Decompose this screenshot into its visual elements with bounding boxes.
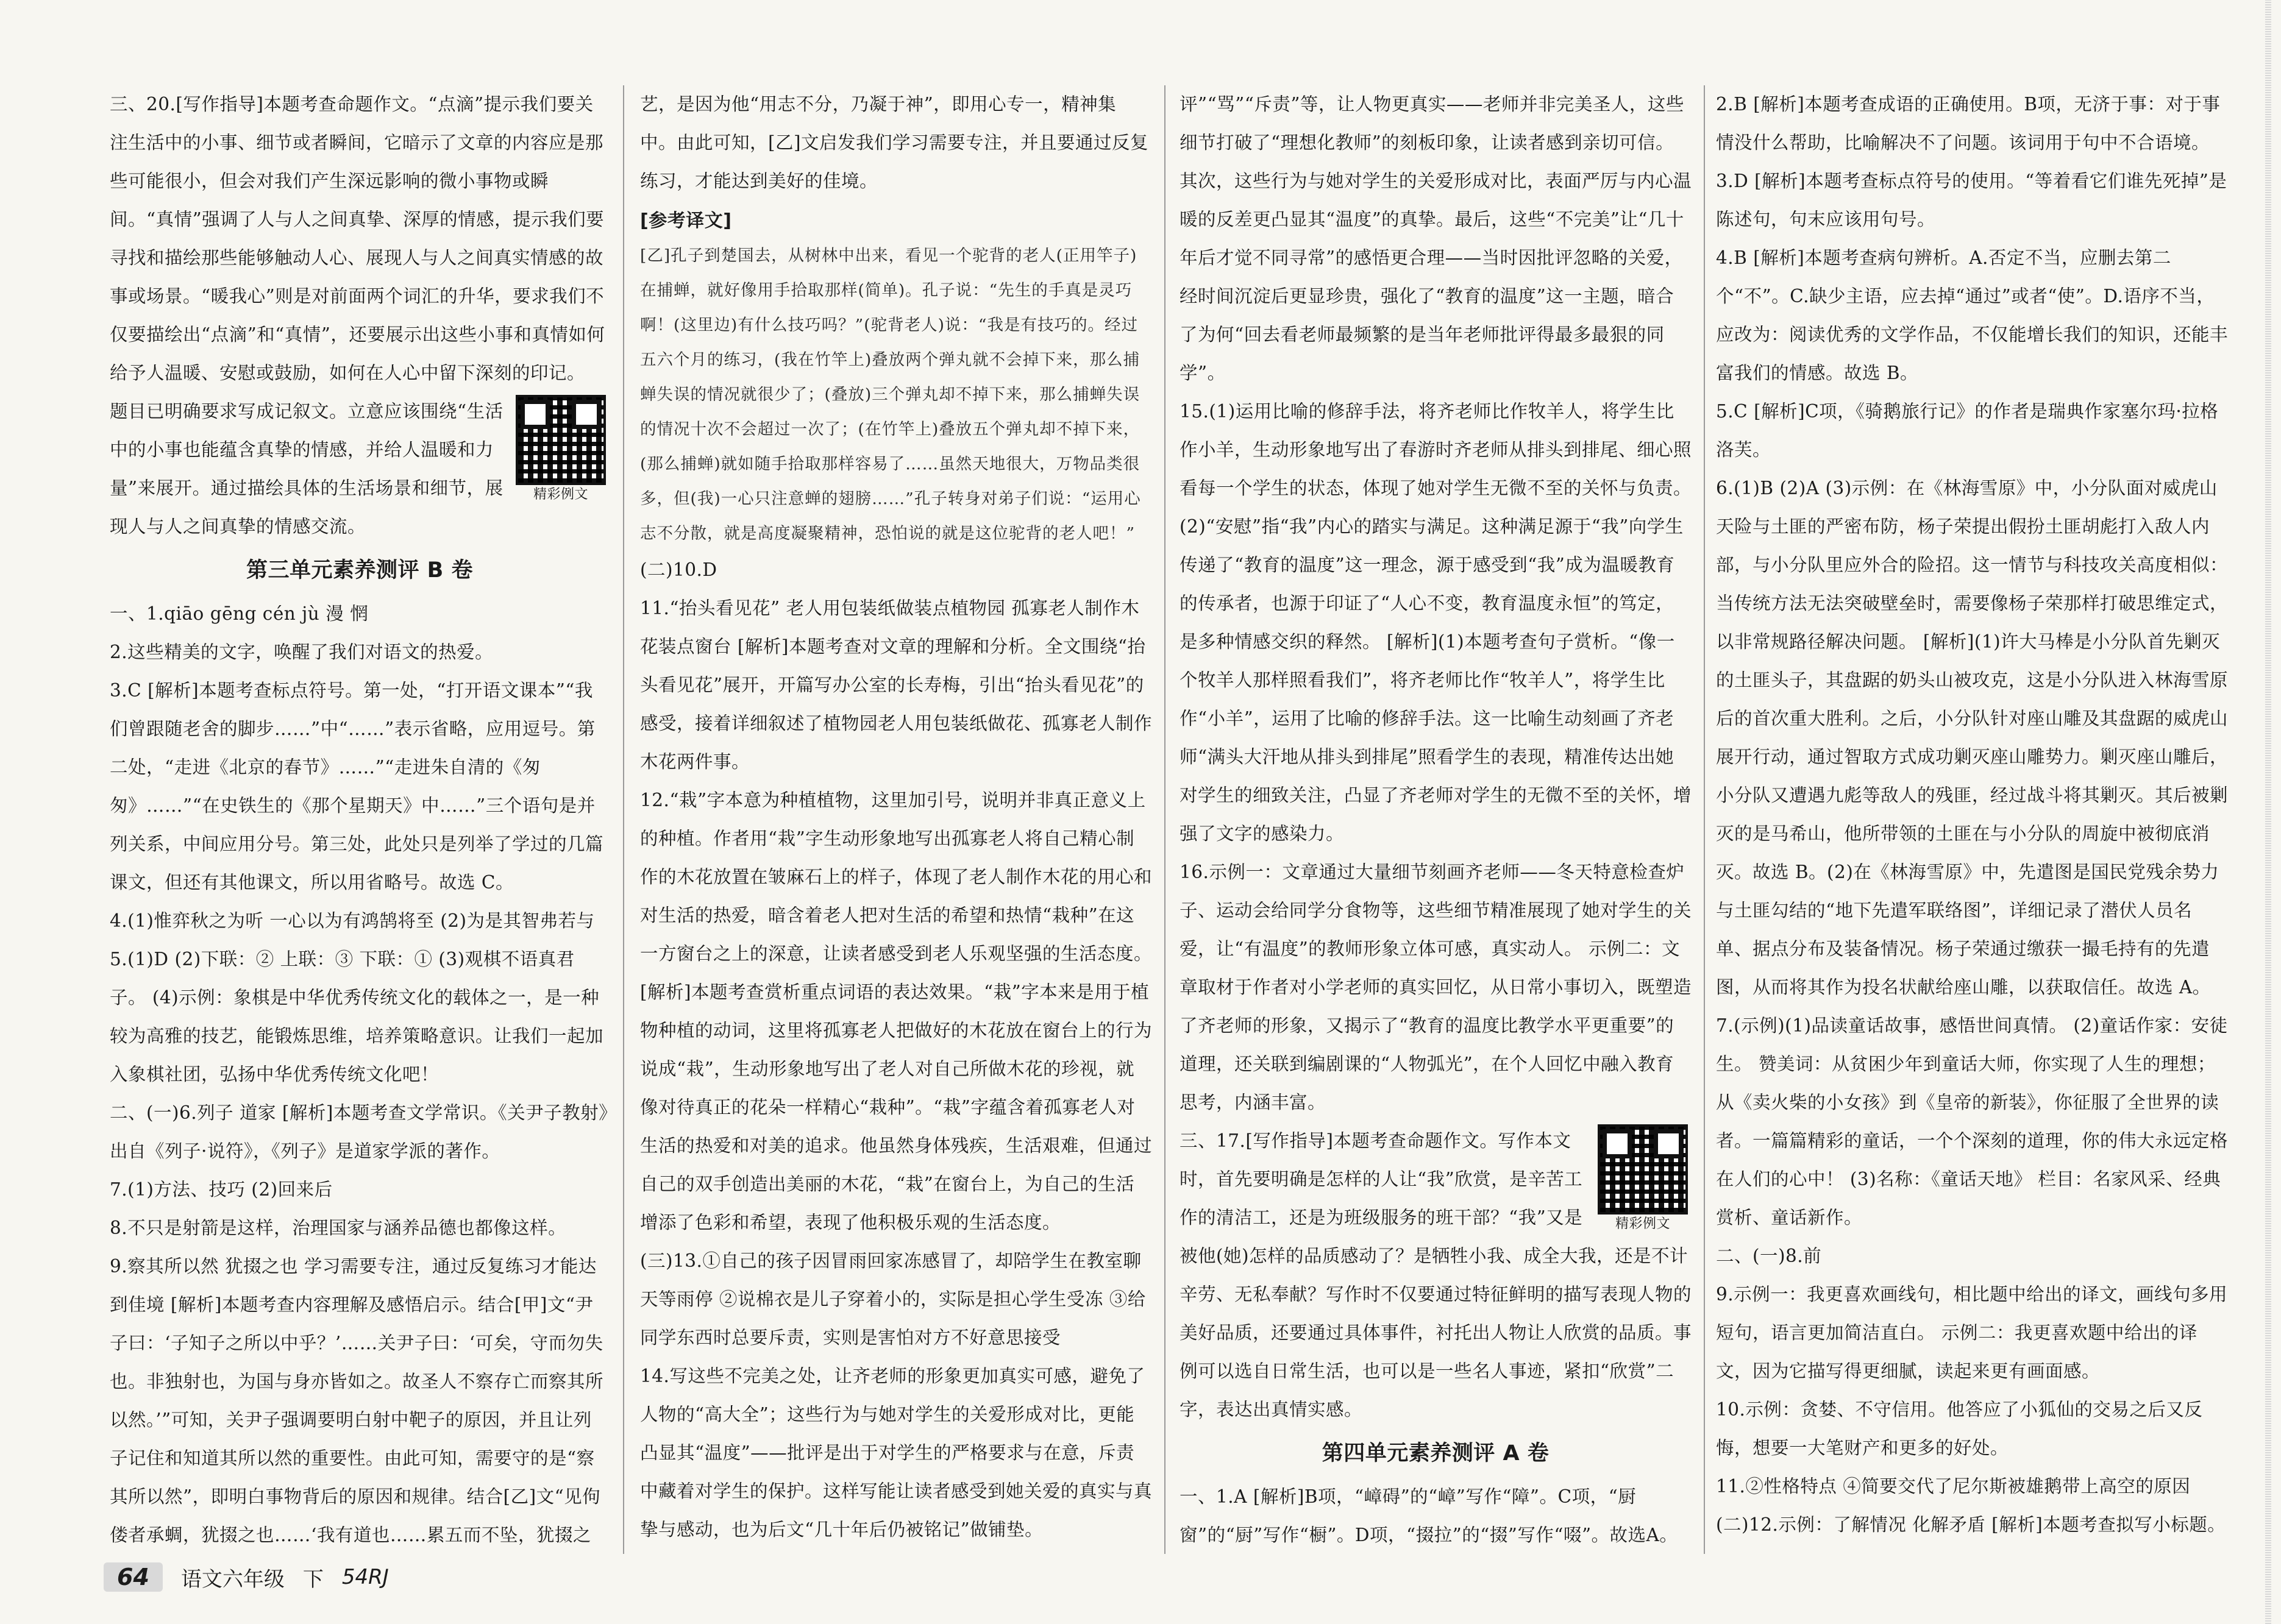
column-divider [623, 85, 624, 1554]
answer-paragraph: 7.(1)方法、技巧 (2)回来后 [110, 1179, 333, 1200]
column-4 [1716, 85, 2228, 1548]
answer-paragraph: 9.察其所以然 犹掇之也 学习需要专注，通过反复练习才能达到佳境 [解析]本题考查内容理解及感悟启示。结合[甲]文“尹子曰：‘子知子之所以中乎？’……关尹子曰：‘可矣，守而勿失也。非独射也，为国与身亦皆如之。故圣人不察存亡而察其所以然。’”可知，关尹子强调要明白射中靶子的原因，并且让列子记住和知道其所以然的重要性。由此可知，需要守的是“察其所以然”，即明白事物背后的原因和规律。结合[乙]文“见佝偻者承蜩，犹掇之也……‘我有道也……累五而不坠，犹掇之 [110, 1256, 604, 1545]
answer-paragraph: 一、1.qiāo gēng cén jù 漫 惘 [110, 603, 369, 624]
column-1 [110, 85, 610, 1548]
answer-paragraph: 艺，是因为他“用志不分，乃凝于神”，即用心专一，精神集中。由此可知，[乙]文启发我们学习需要专注，并且要通过反复练习，才能达到美好的佳境。 [640, 94, 1149, 191]
column-3 [1180, 85, 1692, 1548]
reference-heading: [参考译文] [640, 210, 732, 232]
answer-paragraph: 15.(1)运用比喻的修辞手法，将齐老师比作牧羊人，将学生比作小羊，生动形象地写出了春游时齐老师从排头到排尾、细心照看每一个学生的状态，体现了她对学生无微不至的关怀与负责。 (2)“安慰”指“我”内心的踏实与满足。这种满足源于“我”向学生传递了“教育的温度”这一理念，源于感受到“我”成为温暖教育的传承者，也源于印证了“人心不变，教育温度永恒”的笃定，是多种情感交织的释然。 [解析](1)本题考查句子赏析。“像一个牧羊人那样照看我们”，将齐老师比作“牧羊人”，将学生比作“小羊”，运用了比喻的修辞手法。这一比喻生动刻画了齐老师“满头大汗地从排头到排尾”照看学生的表现，精准传达出她对学生的细致关注，凸显了齐老师对学生的无微不至的关怀，增强了文字的感染力。 [1180, 401, 1692, 844]
answer-paragraph: 9.示例一：我更喜欢画线句，相比题中给出的译文，画线句多用短句，语言更加简洁直白。 示例二：我更喜欢题中给出的译文，因为它描写得更细腻，读起来更有画面感。 [1716, 1284, 2228, 1381]
answer-paragraph: 11.“抬头看见花” 老人用包装纸做装点植物园 孤寡老人制作木花装点窗台 [解析]本题考查对文章的理解和分析。全文围绕“抬头看见花”展开，开篇写办公室的长寿梅，引出“抬头看见花”的感受，接着详细叙述了植物园老人用包装纸做花、孤寡老人制作木花两件事。 [640, 598, 1152, 772]
answer-text: 三、17.[写作指导]本题考查命题作文。写作本文时，首先要明确是怎样的人让“我”欣赏，是辛苦工作的清洁工，还是为班级服务的班干部？“我”又是被他(她)怎样的品质感动了？是牺牲小我、成全大我，还是不计辛劳、无私奉献？写作时不仅要通过特征鲜明的描写表现人物的美好品质，还要通过具体事件，衬托出人物让人欣赏的品质。事例可以选自日常生活，也可以是一些名人事迹，紧扣“欣赏”二字，表达出真情实感。 [1180, 1130, 1692, 1420]
answer-text: 题目已明确要求写成记叙文。立意应该围绕“生活中的小事也能蕴含真挚的情感，并给人温暖和力量”来展开。通过描绘具体的生活场景和细节，展现人与人之间真挚的情感交流。 [110, 401, 504, 537]
answer-paragraph: (二)10.D [640, 559, 717, 580]
answer-paragraph: 12.“栽”字本意为种植植物，这里加引号，说明并非真正意义上的种植。作者用“栽”字生动形象地写出孤寡老人将自己精心制作的木花放置在皱麻石上的样子，体现了老人制作木花的用心和对生活的热爱，暗含着老人把对生活的希望和热情“栽种”在这一方窗台之上的深意，让读者感受到老人乐观坚强的生活态度。 [解析]本题考查赏析重点词语的表达效果。“栽”字本来是用于植物种植的动词，这里将孤寡老人把做好的木花放在窗台上的行为说成“栽”，生动形象地写出了老人对自己所做木花的珍视，就像对待真正的花朵一样精心“栽种”。“栽”字蕴含着孤寡老人对生活的热爱和对美的追求。他虽然身体残疾，生活艰难，但通过自己的双手创造出美丽的木花，“栽”在窗台上，为自己的生活增添了色彩和希望，表现了他积极乐观的生活态度。 [640, 790, 1152, 1233]
answer-paragraph [110, 392, 610, 546]
column-divider [1164, 85, 1165, 1554]
answer-paragraph: 二、(一)6.列子 道家 [解析]本题考查文学常识。《关尹子教射》出自《列子·说符》，《列子》是道家学派的著作。 [110, 1102, 608, 1161]
answer-paragraph: 2.B [解析]本题考查成语的正确使用。B项，无济于事：对于事情没什么帮助，比喻解决不了问题。该词用于句中不合语境。 [1716, 94, 2221, 153]
page-footer [104, 1560, 389, 1594]
qr-caption: 精彩例文 [1615, 1216, 1670, 1232]
section-title: 第四单元素养测评 A 卷 [1322, 1441, 1550, 1466]
qr-code-icon [1598, 1124, 1688, 1214]
answer-paragraph: 5.C [解析]C项，《骑鹅旅行记》的作者是瑞典作家塞尔玛·拉格洛芙。 [1716, 401, 2219, 460]
answer-paragraph: (二)12.示例：了解情况 化解矛盾 [解析]本题考查拟写小标题。 [1716, 1514, 2226, 1535]
answer-paragraph: 6.(1)B (2)A (3)示例：在《林海雪原》中，小分队面对威虎山天险与土匪的严密布防，杨子荣提出假扮土匪胡彪打入敌人内部，与小分队里应外合的险招。这一情节与科技攻关高度相似：当传统方法无法突破壁垒时，需要像杨子荣那样打破思维定式，以非常规路径解决问题。 [解析](1)许大马棒是小分队首先剿灭的土匪头子，其盘踞的奶头山被攻克，这是小分队进入林海雪原后的首次重大胜利。之后，小分队针对座山雕及其盘踞的威虎山展开行动，通过智取方式成功剿灭座山雕势力。剿灭座山雕后，小分队又遭遇九彪等敌人的残匪，经过战斗将其剿灭。其后被剿灭的是马希山，他所带领的土匪在与小分队的周旋中被彻底消灭。故选 B。(2)在《林海雪原》中，先遣图是国民党残余势力与土匪勾结的“地下先遣军联络图”，详细记录了潜伏人员名单、据点分布及装备情况。杨子荣通过缴获一撮毛持有的先遣图，从而将其作为投名状献给座山雕，以获取信任。故选 A。 [1716, 478, 2228, 998]
answer-paragraph: 3.C [解析]本题考查标点符号。第一处，“打开语文课本”“我们曾跟随老舍的脚步……”中“……”表示省略，应用逗号。第二处，“走进《北京的春节》……”“走进朱自清的《匆匆》……”“在史铁生的《那个星期天》中……”三个语句是并列关系，中间应用分号。第三处，此处只是列举了学过的几篇课文，但还有其他课文，所以用省略号。故选 C。 [110, 680, 604, 893]
subject-label: 语文六年级 [180, 1567, 285, 1592]
answer-paragraph: 5.(1)D (2)下联：② 上联：③ 下联：① (3)观棋不语真君子。 (4)示例：象棋是中华优秀传统文化的载体之一，是一种较为高雅的技艺，能锻炼思维，培养策略意识。让我们一起加入象棋社团，弘扬中华优秀传统文化吧！ [110, 949, 604, 1085]
answer-paragraph: 8.不只是射箭是这样，治理国家与涵养品德也都像这样。 [110, 1218, 567, 1238]
answer-paragraph: 4.B [解析]本题考查病句辨析。A.否定不当，应删去第二个“不”。C.缺少主语，应去掉“通过”或者“使”。D.语序不当，应改为：阅读优秀的文学作品，不仅能增长我们的知识，还能丰富我们的情感。故选 B。 [1716, 247, 2228, 383]
answer-paragraph [1180, 1122, 1692, 1429]
column-divider [1704, 85, 1705, 1554]
answer-paragraph: 16.示例一：文章通过大量细节刻画齐老师——冬天特意检查炉子、运动会给同学分食物等，这些细节精准展现了她对学生的关爱，让“有温度”的教师形象立体可感，真实动人。 示例二：文章取材于作者对小学老师的真实回忆，从日常小事切入，既塑造了齐老师的形象，又揭示了“教育的温度比教学水平更重要”的道理，还关联到编剧课的“人物弧光”，在个人回忆中融入教育思考，内涵丰富。 [1180, 862, 1692, 1113]
answer-paragraph: 三、20.[写作指导]本题考查命题作文。“点滴”提示我们要关注生活中的小事、细节或者瞬间，它暗示了文章的内容应是那些可能很小，但会对我们产生深远影响的微小事物或瞬间。“真情”强调了人与人之间真挚、深厚的情感，提示我们要寻找和描绘那些能够触动人心、展现人与人之间真实情感的故事或场景。“暖我心”则是对前面两个词汇的升华，要求我们不仅要描绘出“点滴”和“真情”，还要展示出这些小事和真情如何给予人温暖、安慰或鼓励，如何在人心中留下深刻的印记。 [110, 94, 605, 383]
answer-paragraph: 10.示例：贪婪、不守信用。他答应了小狐仙的交易之后又反悔，想要一大笔财产和更多的好处。 [1716, 1399, 2203, 1458]
answer-paragraph: 一、1.A [解析]B项，“嶂碍”的“嶂”写作“障”。C项，“厨窗”的“厨”写作“橱”。D项，“掇拉”的“掇”写作“啜”。故选A。 [1180, 1486, 1678, 1545]
qr-caption: 精彩例文 [533, 487, 588, 502]
column-2 [640, 85, 1152, 1548]
qr-code[interactable] [1594, 1124, 1692, 1234]
volume-label: 下 [302, 1567, 324, 1592]
answer-paragraph: 评”“骂”“斥责”等，让人物更真实——老师并非完美圣人，这些细节打破了“理想化教师”的刻板印象，让读者感到亲切可信。其次，这些行为与她对学生的关爱形成对比，表面严厉与内心温暖的反差更凸显其“温度”的真挚。最后，这些“不完美”让“几十年后才觉不同寻常”的感悟更合理——当时因批评忽略的关爱，经时间沉淀后更显珍贵，强化了“教育的温度”这一主题，暗合了为何“回去看老师最频繁的是当年老师批评得最多最狠的同学”。 [1180, 94, 1692, 383]
answer-paragraph: 二、(一)8.前 [1716, 1246, 1822, 1266]
section-title: 第三单元素养测评 B 卷 [246, 558, 474, 583]
translation-text: [乙]孔子到楚国去，从树林中出来，看见一个驼背的老人(正用竿子)在捕蝉，就好像用手拾取那样(简单)。孔子说：“先生的手真是灵巧啊！(这里边)有什么技巧吗？”(驼背老人)说：“我是有技巧的。经过五六个月的练习，(我在竹竿上)叠放两个弹丸就不会掉下来，那么捕蝉失误的情况就很少了；(叠放)三个弹丸却不掉下来，那么捕蝉失误的情况十次不会超过一次了；(在竹竿上)叠放五个弹丸却不掉下来，(那么捕蝉)就如随手拾取那样容易了……虽然天地很大，万物品类很多，但(我)一心只注意蝉的翅膀……”孔子转身对弟子们说：“运用心志不分散，就是高度凝聚精神，恐怕说的就是这位驼背的老人吧！” [640, 246, 1141, 543]
page-edge [2265, 0, 2271, 1624]
answer-paragraph: 11.②性格特点 ④简要交代了尼尔斯被雄鹅带上高空的原因 [1716, 1476, 2191, 1497]
answer-paragraph: 7.(示例)(1)品读童话故事，感悟世间真情。 (2)童话作家：安徒生。 赞美词：从贫困少年到童话大师，你实现了人生的理想；从《卖火柴的小女孩》到《皇帝的新装》，你征服了全世界的读者。一篇篇精彩的童话，一个个深刻的道理，你的伟大永远定格在人们的心中！ (3)名称：《童话天地》 栏目：名家风采、经典赏析、童话新作。 [1716, 1015, 2228, 1228]
page-number: 64 [104, 1562, 163, 1592]
answer-paragraph: 4.(1)惟弈秋之为听 一心以为有鸿鹄将至 (2)为是其智弗若与 [110, 910, 595, 931]
book-code: 54RJ [341, 1565, 389, 1589]
answer-paragraph: 2.这些精美的文字，唤醒了我们对语文的热爱。 [110, 642, 494, 662]
qr-code-icon [516, 395, 606, 485]
answer-paragraph: 14.写这些不完美之处，让齐老师的形象更加真实可感，避免了人物的“高大全”；这些行为与她对学生的关爱形成对比，更能凸显其“温度”——批评是出于对学生的严格要求与在意，斥责中藏着对学生的保护。这样写能让读者感受到她关爱的真实与真挚与感动，也为后文“几十年后仍被铭记”做铺垫。 [640, 1366, 1152, 1540]
answer-paragraph: 3.D [解析]本题考查标点符号的使用。“等着看它们谁先死掉”是陈述句，句末应该用句号。 [1716, 171, 2227, 230]
qr-code[interactable] [512, 395, 610, 505]
answer-paragraph: (三)13.①自己的孩子因冒雨回家冻感冒了，却陪学生在教室聊天等雨停 ②说棉衣是儿子穿着小的，实际是担心学生受冻 ③给同学东西时总要斥责，实则是害怕对方不好意思接受 [640, 1250, 1146, 1348]
